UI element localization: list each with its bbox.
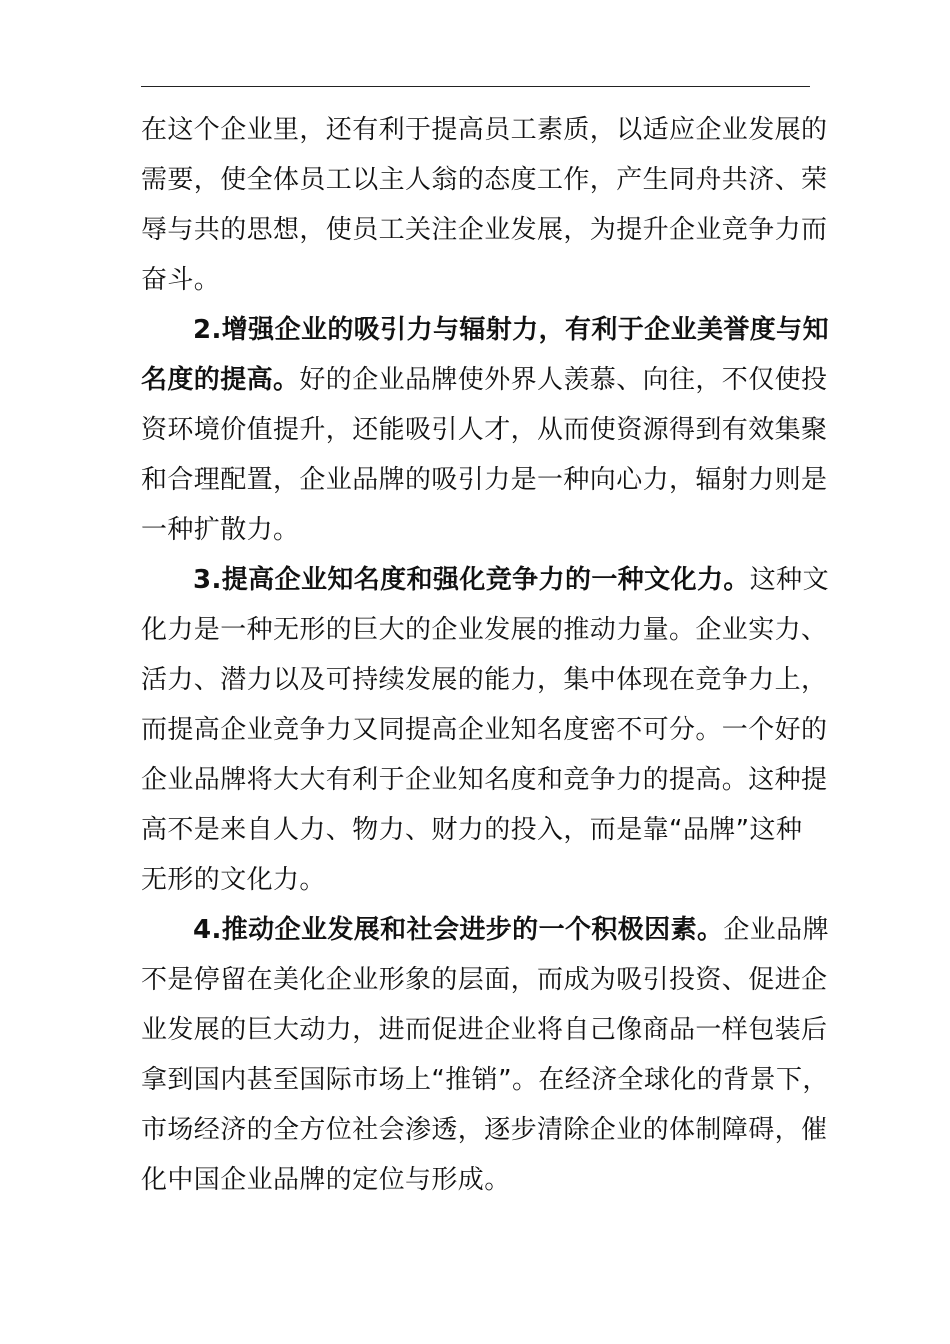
- text-line: 资环境价值提升，还能吸引人才，从而使资源得到有效集聚: [141, 415, 828, 445]
- text-line: 不是停留在美化企业形象的层面，而成为吸引投资、促进企: [141, 965, 828, 995]
- paragraph-4: [141, 905, 829, 1205]
- paragraph-3: [141, 555, 829, 905]
- text-line: 4.推动企业发展和社会进步的一个积极因素。企业品牌: [193, 915, 829, 945]
- text-line: 化力是一种无形的巨大的企业发展的推动力量。企业实力、: [141, 615, 828, 645]
- text-line: 无形的文化力。: [141, 865, 326, 895]
- text-line: [141, 305, 829, 355]
- text-line: 和合理配置，企业品牌的吸引力是一种向心力，辐射力则是: [141, 465, 828, 495]
- text-line: 需要，使全体员工以主人翁的态度工作，产生同舟共济、荣: [141, 165, 828, 195]
- text-line: 3.提高企业知名度和强化竞争力的一种文化力。这种文: [193, 565, 829, 595]
- text-line: 高不是来自人力、物力、财力的投入，而是靠“品牌”这种: [141, 815, 803, 845]
- document-body: [141, 105, 829, 1205]
- text-line: 奋斗。: [141, 265, 221, 295]
- text-line: 在这个企业里，还有利于提高员工素质，以适应企业发展的: [141, 115, 828, 145]
- section-heading: 3.提高企业知名度和强化竞争力的一种文化力。: [193, 565, 750, 595]
- text-line: 而提高企业竞争力又同提高企业知名度密不可分。一个好的: [141, 715, 828, 745]
- text-line: 名度的提高。好的企业品牌使外界人羡慕、向往，不仅使投: [141, 365, 828, 395]
- text-line: 化中国企业品牌的定位与形成。: [141, 1165, 511, 1195]
- paragraph-1: [141, 105, 828, 305]
- section-heading: 4.推动企业发展和社会进步的一个积极因素。: [193, 915, 724, 945]
- text-line: 拿到国内甚至国际市场上“推销”。在经济全球化的背景下，: [141, 1065, 829, 1095]
- text-line: 辱与共的思想，使员工关注企业发展，为提升企业竞争力而: [141, 215, 828, 245]
- text-line: 一种扩散力。: [141, 515, 300, 545]
- section-heading-cont: 名度的提高。: [141, 365, 300, 395]
- paragraph-2: [141, 305, 829, 555]
- text-line: 企业品牌将大大有利于企业知名度和竞争力的提高。这种提: [141, 765, 828, 795]
- text-line: 市场经济的全方位社会渗透，逐步清除企业的体制障碍，催: [141, 1115, 828, 1145]
- header-rule: [141, 86, 810, 87]
- text-line: 业发展的巨大动力，进而促进企业将自己像商品一样包装后: [141, 1015, 828, 1045]
- section-heading: 2.增强企业的吸引力与辐射力，有利于企业美誉度与知: [193, 315, 829, 345]
- text-line: 活力、潜力以及可持续发展的能力，集中体现在竞争力上，: [141, 665, 828, 695]
